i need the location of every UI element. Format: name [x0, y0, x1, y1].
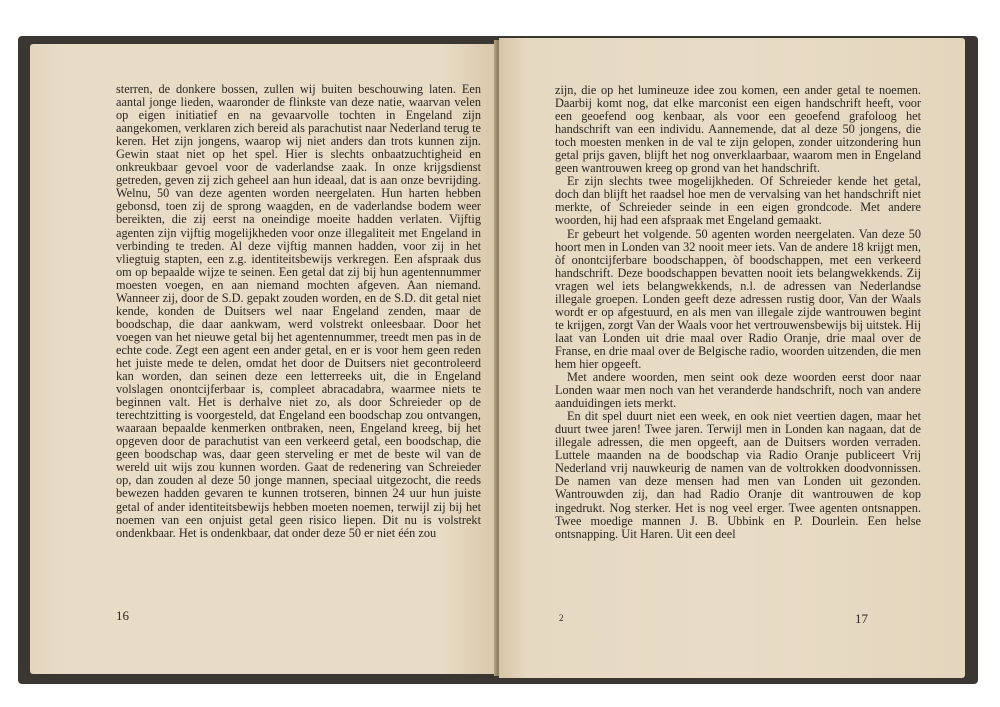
left-page-text [116, 83, 481, 540]
left-paragraph-1: sterren, de donkere bossen, zullen wij buiten beschouwing laten. Een aantal jonge lieden, waaronder de flinkste van deze natie, waarvan velen op eigen initiatief en na gevaarvolle tochten in Engeland zijn aangekomen, verklaren zich bereid als parachutist naar Nederland terug te keren. Het zijn jongens, waarop wij niet anders dan trots kunnen zijn. Gewin staat niet op het spel. Hier is slechts onbaatzuchtigheid en onkreukbaar gevoel voor de vaderlandse zaak. In onze krijgsdienst getreden, geven zij zich geheel aan hun ideaal, dat is aan onze bevrijding. Welnu, 50 van deze agenten worden neergelaten. Hun harten hebben gebonsd, toen zij de sprong waagden, en de vaderlandse bodem weer bereikten, die zij eerst na oneindige moeite hadden verlaten. Vijftig agenten zijn vijftig mogelijkheden voor onze illegaliteit met Engeland in verbinding te treden. Al deze vijftig mannen hadden, voor zij in het vliegtuig stapten, een z.g. identiteitsbewijs verkregen. Een afspraak dus om op bepaalde wijze te seinen. Een getal dat zij bij hun agentennummer moesten voegen, en aan niemand mochten afgeven. Aan niemand. Wanneer zij, door de S.D. gepakt zouden worden, en de S.D. dit getal niet kende, konden de Duitsers wel naar Engeland zenden, maar de boodschap, die daar aankwam, werd volstrekt onleesbaar. Door het voegen van het nieuwe getal bij het agentennummer, treedt men pas in de echte code. Zegt een agent een ander getal, en er is voor hem geen reden het juiste mede te delen, omdat het door de Duitsers niet gecontroleerd kan worden, dan seinen deze een letterreeks uit, die in Engeland volslagen onontcijferbaar is, compleet abracadabra, waarmee niets te beginnen valt. Het is derhalve niet zo, als door Schreieder op de terechtzitting is voorgesteld, dat Engeland een boodschap zou ontvangen, waaraan bepaalde kenmerken ontbraken, neen, Engeland kreeg, bij het opgeven door de parachutist van een verkeerd getal, een boodschap, die geen boodschap was, daar geen sterveling er met de beste wil van de wereld uit wijs zou kunnen worden. Gaat de redenering van Schreieder op, dan zouden al deze 50 jonge mannen, speciaal uitgezocht, die reeds bewezen hadden gevaren te kunnen trotseren, binnen 24 uur hun juiste getal of ander identiteitsbewijs hebben moeten noemen, terwijl zij bij het noemen van een onjuist getal geen risico liepen. Dit nu is volstrekt ondenkbaar. Het is ondenkbaar, dat onder deze 50 er niet één zou [116, 82, 481, 540]
signature-mark: 2 [559, 613, 564, 623]
left-page-number: 16 [116, 608, 129, 623]
right-paragraph-1: zijn, die op het lumineuze idee zou komen, een ander getal te noemen. Daarbij komt nog, dat elke marconist een eigen handschrift heeft, voor een geoefend oog kenbaar, als voor een geoefend grafoloog het handschrift van een individu. Aannemende, dat al deze 50 jongens, die toch moesten menken in de val te zijn gelopen, zonder uitzondering hun getal prijs gaven, blijft het nog onverklaarbaar, waarom men in Engeland geen wantrouwen kreeg op grond van het handschrift. [555, 83, 921, 176]
right-paragraph-5: En dit spel duurt niet een week, en ook niet veertien dagen, maar het duurt twee jaren! Twee jaren. Terwijl men in Londen kan nagaan, dat de illegale adressen, die men opgeeft, aan de Duitsers worden verraden. Luttele maanden na de boodschap via Radio Oranje publiceert Vrij Nederland vrij nauwkeurig de namen van de voltrokken doodvonnissen. De namen van deze mensen had men van Londen uit gezonden. Wantrouwden zij, dan had Radio Oranje dit wantrouwen de kop ingedrukt. Nog sterker. Het is nog veel erger. Twee agenten ontsnappen. Twee moedige mannen J. B. Ubbink en P. Dourlein. Een helse ontsnapping. Uit Haren. Uit een deel [555, 409, 921, 541]
right-page-number: 17 [855, 611, 868, 626]
right-paragraph-4: Met andere woorden, men seint ook deze woorden eerst door naar Londen waar men noch van het veranderde handschrift, noch van andere aanduidingen iets merkt. [555, 370, 921, 411]
right-paragraph-3: Er gebeurt het volgende. 50 agenten worden neergelaten. Van deze 50 hoort men in Londen van 32 nooit meer iets. Van de andere 18 krijgt men, òf onontcijferbare boodschappen, òf boodschappen, met een verkeerd handschrift. Deze boodschappen bevatten nooit iets belangwekkends. Zij vragen wel iets belangwekkends, n.l. de adressen van Nederlandse illegale groepen. Londen geeft deze adressen rustig door, Van der Waals wordt er op afgestuurd, en als men van illegale zijde wantrouwen begint te krijgen, zorgt Van der Waals voor het vertrouwensbewijs bij uitstek. Hij laat van Londen uit drie maal over Radio Oranje, drie maal over de Franse, en drie maal over de Belgische radio, woorden uitzenden, die men hem hier opgeeft. [555, 226, 921, 371]
left-page [30, 44, 496, 674]
right-page [499, 38, 965, 678]
right-page-text [555, 84, 921, 541]
right-paragraph-2: Er zijn slechts twee mogelijkheden. Of Schreieder kende het getal, doch dan blijft het raadsel hoe men de vervalsing van het handschrift niet merkte, of Schreieder seinde in een eigen grondcode. Met andere woorden, hij had een afspraak met Engeland gemaakt. [555, 174, 921, 228]
